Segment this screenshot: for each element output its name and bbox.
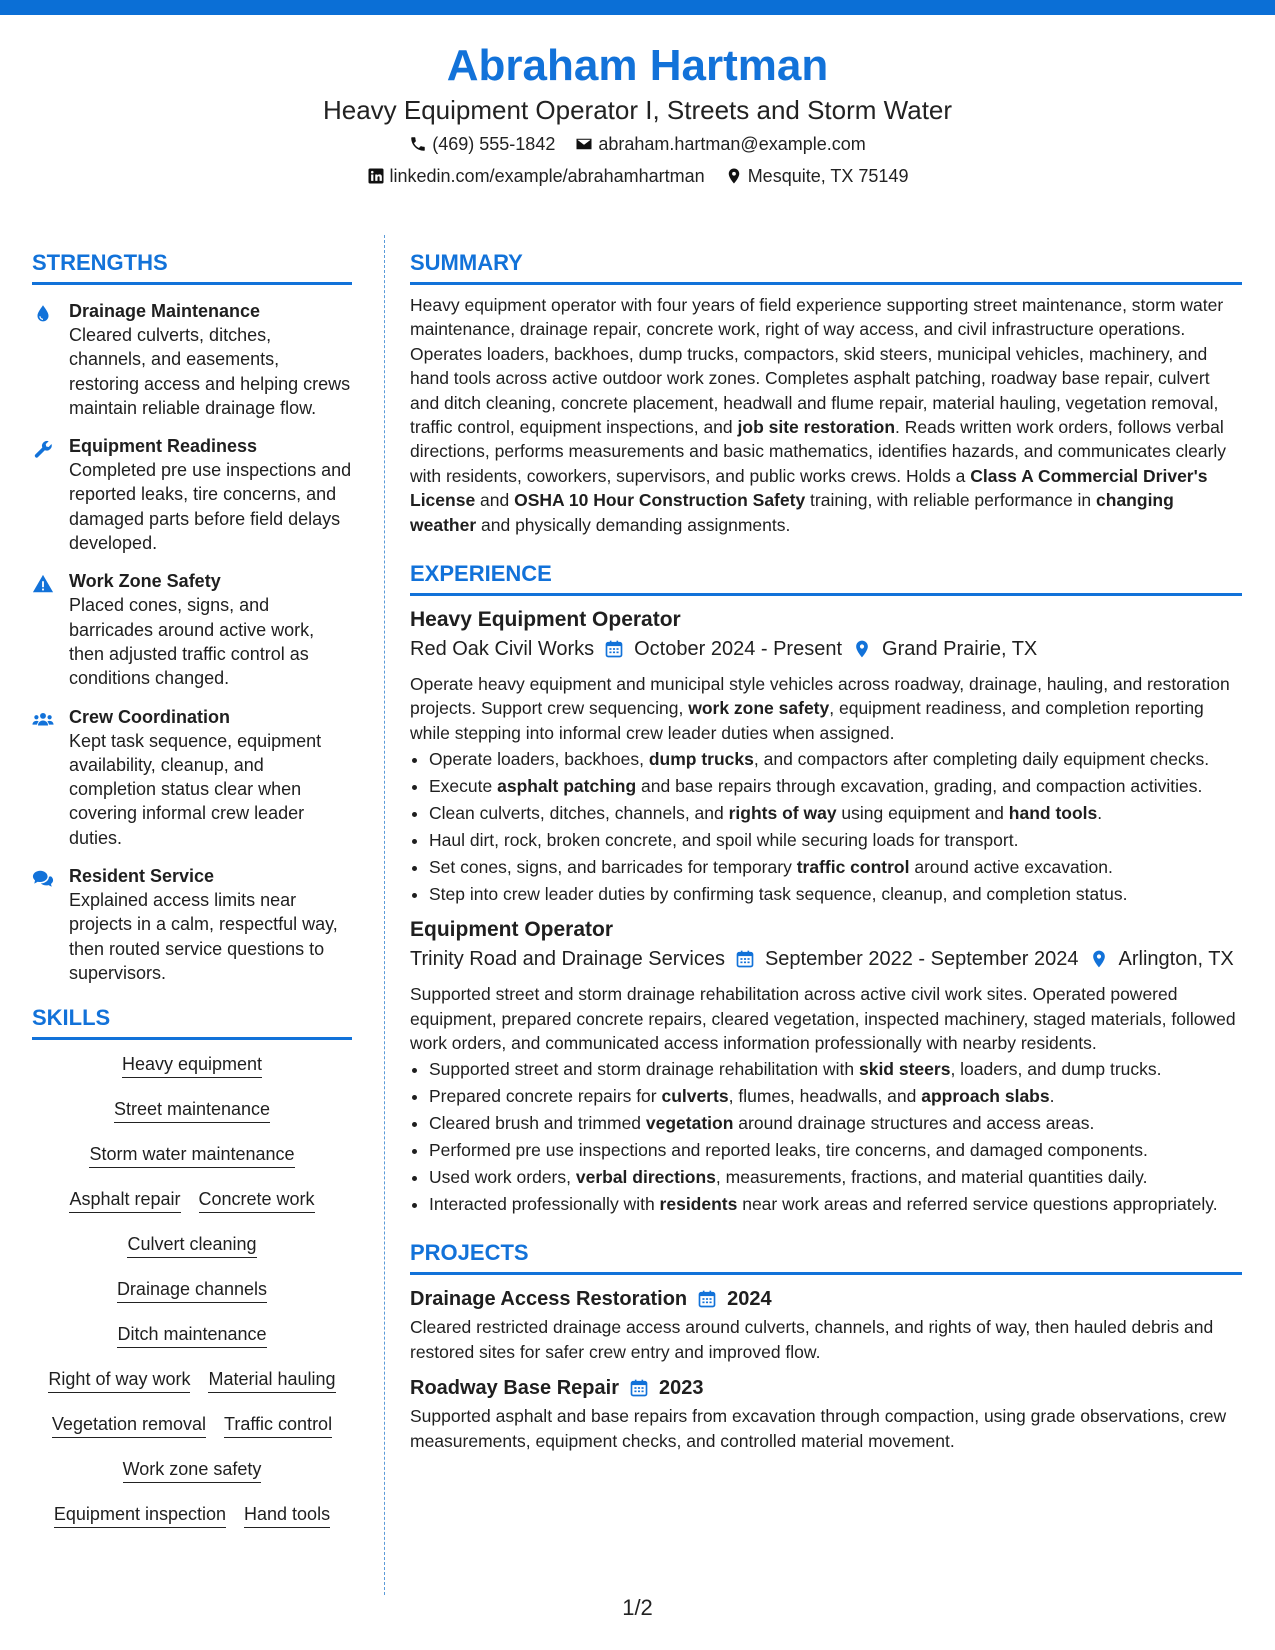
skill-row [32,1502,352,1528]
calendar-icon [629,1378,649,1398]
job-description [410,982,1242,1055]
project-entry [410,1285,1242,1364]
location-text: Mesquite, TX 75149 [747,166,909,186]
text-run: and [475,490,515,511]
text-run: Set cones, signs, and barricades for temporary [429,856,797,877]
chat-icon [32,864,69,985]
contact-row-1 [0,128,1275,160]
calendar-icon [697,1289,717,1309]
strength-body [69,705,352,850]
project-text: Supported asphalt and base repairs from excavation through compaction, using grade observations, crew measurements, equipment checks, and controlled material movement. [410,1406,1227,1451]
text-run: Execute [429,776,498,797]
strength-item [32,434,352,555]
bullet-item [429,1138,1242,1162]
calendar-icon [735,949,755,969]
contact-row-2 [0,160,1275,192]
skill-row [32,1142,352,1168]
project-title: Roadway Base Repair [410,1377,619,1400]
strength-body [69,299,352,420]
strengths-heading: STRENGTHS [32,248,352,285]
text-run: , and compactors after completing daily equipment checks. [753,749,1210,770]
text-run: Operate loaders, backhoes, [429,749,649,770]
text-run: Supported street and storm drainage rehabilitation across active civil work sites. Operated powered equipment, prepared concrete repairs, cleared vegetation, inspected machinery, staged materials, followed work orders, and communicated access information professionally with nearby residents. [410,984,1236,1054]
strength-body [69,434,352,555]
project-title-row [410,1285,1242,1313]
candidate-name: Abraham Hartman [446,41,829,90]
envelope-icon [575,135,593,153]
text-run: and base repairs through excavation, grading, and compaction activities. [636,776,1203,797]
job-meta [410,634,1242,664]
bullet-item [429,1192,1242,1216]
strength-item [32,299,352,420]
bold-phrase: skid steers [858,1059,951,1080]
bold-phrase: culverts [661,1086,729,1107]
skill-tag: Work zone safety [123,1457,262,1483]
job-entry [410,916,1242,1216]
bullet-item [429,1111,1242,1135]
strength-title: Work Zone Safety [69,571,221,592]
project-title-row [410,1374,1242,1402]
job-bullets [410,747,1242,906]
skill-row [32,1097,352,1123]
text-run: Supported street and storm drainage rehabilitation with [429,1059,859,1080]
project-year: 2023 [658,1377,704,1400]
text-run: , loaders, and dump trucks. [950,1059,1162,1080]
top-accent-bar [0,0,1275,15]
text-run: . Reads written work orders, follows verbal directions, performs measurements and basic mathematics, identifies hazards, and communicates clearly with residents, coworkers, supervisors, and public works crews. Holds a [410,417,1227,486]
text-run: Clean culverts, ditches, channels, and [429,803,729,824]
skill-row [32,1322,352,1348]
job-entry [410,606,1242,906]
contact-email[interactable] [575,128,865,160]
job-description [410,672,1242,745]
bullet-item [429,801,1242,825]
map-pin-icon [725,167,743,185]
text-run: Interacted professionally with [429,1193,660,1214]
skill-row [32,1187,352,1213]
text-run: near work areas and referred service questions appropriately. [737,1193,1218,1214]
strength-title: Drainage Maintenance [69,301,261,321]
text-run: Prepared concrete repairs for [429,1086,662,1107]
text-run: . [1097,803,1103,824]
strength-body [69,569,352,690]
bullet-item [429,828,1242,852]
bold-phrase: job site restoration [737,417,896,438]
strength-title: Equipment Readiness [69,436,258,457]
skill-tag: Hand tools [244,1502,330,1528]
skill-tag: Asphalt repair [69,1187,180,1213]
calendar-icon [604,639,624,659]
strength-body [69,864,352,985]
bold-phrase: work zone safety [688,698,830,719]
strength-text: Explained access limits near projects in a calm, respectful way, then routed service questions to supervisors. [69,890,338,983]
bold-phrase: rights of way [728,803,837,824]
projects-section [410,1238,1242,1453]
job-title: Equipment Operator [410,918,614,942]
skill-row [32,1232,352,1258]
warning-icon [32,569,69,690]
skill-tag: Vegetation removal [52,1412,206,1438]
project-list [410,1285,1242,1453]
bold-phrase: OSHA 10 Hour Construction Safety [514,490,806,511]
text-run: , equipment readiness, and completion reporting while stepping into informal crew leader duties when assigned. [410,698,1204,743]
skill-tag: Right of way work [48,1367,190,1393]
text-run: using equipment and [836,803,1009,824]
experience-heading: EXPERIENCE [410,559,1242,596]
text-run: Step into crew leader duties by confirming task sequence, cleanup, and completion status. [429,883,1128,904]
project-text: Cleared restricted drainage access around culverts, channels, and rights of way, then hauled debris and restored sites for safer crew entry and improved flow. [410,1317,1214,1362]
users-icon [32,705,69,850]
strength-title: Crew Coordination [69,706,230,727]
text-run: Performed pre use inspections and reported leaks, tire concerns, and damaged components. [429,1140,1148,1161]
skill-tag: Heavy equipment [122,1052,262,1078]
bullet-item [429,774,1242,798]
bold-phrase: traffic control [796,856,910,877]
job-list [410,606,1242,1216]
text-run: , flumes, headwalls, and [728,1086,922,1107]
email-text: abraham.hartman@example.com [598,134,866,154]
candidate-role: Heavy Equipment Operator I, Streets and Storm Water [322,95,953,125]
strength-text: Placed cones, signs, and barricades around active work, then adjusted traffic control as conditions changed. [69,595,315,689]
job-title: Heavy Equipment Operator [410,608,681,632]
project-year: 2024 [727,1288,772,1311]
skill-row [32,1277,352,1303]
bullet-item [429,1057,1242,1081]
strength-text: Cleared culverts, ditches, channels, and easements, restoring access and helping crews maintain reliable drainage flow. [69,325,351,418]
text-run: . [1049,1086,1055,1107]
contact-location [725,160,909,192]
skill-row [32,1367,352,1393]
contact-linkedin[interactable] [367,160,705,192]
job-location: Grand Prairie, TX [882,638,1038,661]
skill-row [32,1457,352,1483]
linkedin-text: linkedin.com/example/abrahamhartman [389,166,705,186]
job-dates: September 2022 - September 2024 [764,948,1079,971]
text-run: training, with reliable performance in [805,490,1097,511]
strength-text: Completed pre use inspections and reported leaks, tire concerns, and damaged parts before field delays developed. [69,460,352,554]
skill-tag: Storm water maintenance [89,1142,294,1168]
skill-tag: Concrete work [199,1187,315,1213]
linkedin-icon [367,167,385,185]
bold-phrase: residents [659,1193,738,1214]
phone-icon [409,135,427,153]
strength-item [32,864,352,985]
bullet-item [429,882,1242,906]
bullet-item [429,855,1242,879]
bullet-item [429,747,1242,771]
skill-tag: Street maintenance [114,1097,270,1123]
bold-phrase: hand tools [1008,803,1098,824]
strength-list [32,299,352,985]
bold-phrase: Class A Commercial Driver's License [410,465,1208,511]
wrench-icon [32,434,69,555]
skill-row [32,1052,352,1078]
job-meta [410,944,1242,974]
bold-phrase: vegetation [645,1113,734,1134]
text-run: Used work orders, [429,1167,576,1188]
project-entry [410,1374,1242,1453]
text-run: , measurements, fractions, and material quantities daily. [715,1167,1148,1188]
left-column [32,248,352,1547]
skill-tag: Culvert cleaning [127,1232,256,1258]
column-divider [384,235,385,1595]
strength-item [32,569,352,690]
text-run: Heavy equipment operator with four years of field experience supporting street maintenance, storm water maintenance, drainage repair, concrete work, right of way access, and civil infrastructure operations. Operates loaders, backhoes, dump trucks, compactors, skid steers, municipal vehicles, machinery, and hand tools across active outdoor work zones. Completes asphalt patching, roadway base repair, culvert and ditch cleaning, concrete placement, headwall and flume repair, material hauling, vegetation removal, traffic control, equipment inspections, and [410,295,1224,438]
skills-section [32,1003,352,1528]
map-pin-icon [852,639,872,659]
summary-section [410,248,1242,537]
job-bullets [410,1057,1242,1216]
water-drop-icon [32,299,69,420]
summary-heading: SUMMARY [410,248,1242,285]
skill-tag: Traffic control [224,1412,332,1438]
skill-row [32,1412,352,1438]
bold-phrase: dump trucks [648,749,754,770]
experience-section [410,559,1242,1216]
right-column [410,248,1242,1453]
text-run: around active excavation. [909,856,1113,877]
projects-heading: PROJECTS [410,1238,1242,1275]
strength-text: Kept task sequence, equipment availability, cleanup, and completion status clear when covering informal crew leader duties. [69,730,322,848]
map-pin-icon [1089,949,1109,969]
text-run: Haul dirt, rock, broken concrete, and spoil while securing loads for transport. [429,830,1019,850]
text-run: Operate heavy equipment and municipal style vehicles across roadway, drainage, hauling, and restoration projects. Support crew sequencing, [410,674,1230,719]
bold-phrase: approach slabs [921,1086,1050,1107]
page-number: 1/2 [622,1595,653,1620]
job-location: Arlington, TX [1118,948,1234,971]
project-title: Drainage Access Restoration [410,1288,688,1311]
resume-header [0,40,1275,192]
bullet-item [429,1165,1242,1189]
contact-phone [409,128,555,160]
skill-tag: Ditch maintenance [117,1322,266,1348]
skill-tag: Equipment inspection [54,1502,226,1528]
text-run: Cleared brush and trimmed [429,1113,646,1134]
phone-text: (469) 555-1842 [432,134,556,154]
job-company: Trinity Road and Drainage Services [410,948,725,971]
text-run: and physically demanding assignments. [476,514,791,535]
job-dates: October 2024 - Present [634,638,843,661]
strength-item [32,705,352,850]
skill-tag: Drainage channels [117,1277,267,1303]
summary-text [410,293,1242,537]
bold-phrase: verbal directions [575,1167,716,1188]
bold-phrase: asphalt patching [497,776,637,797]
skill-tag: Material hauling [208,1367,335,1393]
bullet-item [429,1084,1242,1108]
text-run: around drainage structures and access areas. [733,1113,1095,1134]
strength-title: Resident Service [69,866,215,887]
skill-list [32,1052,352,1528]
job-company: Red Oak Civil Works [410,638,595,661]
skills-heading: SKILLS [32,1003,352,1040]
strengths-section [32,248,352,985]
bold-phrase: changing weather [410,490,1174,535]
